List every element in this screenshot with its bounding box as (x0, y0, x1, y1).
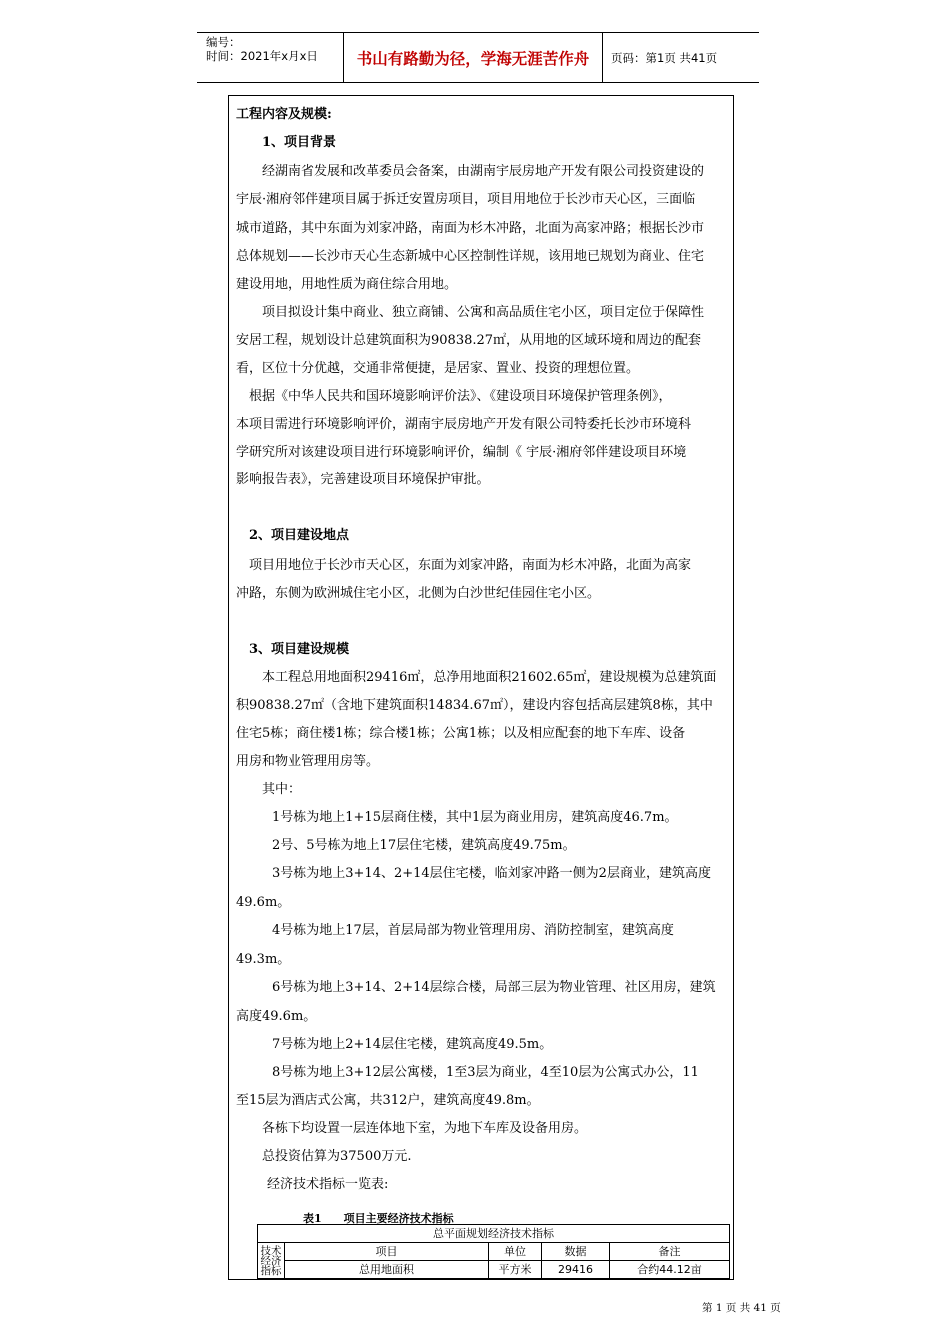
s3-line: 积90838.27㎡（含地下建筑面积14834.67㎡），建设内容包括高层建筑8栋，其中 (236, 698, 713, 713)
table-title: 总平面规划经济技术指标 (258, 1225, 730, 1243)
s3-line: 7号栋为地上2+14层住宅楼，建筑高度49.5m。 (272, 1037, 553, 1052)
s3-line: 总投资估算为37500万元. (262, 1149, 412, 1164)
table-header: 备注 (610, 1243, 730, 1261)
s1-title: 1、项目背景 (262, 135, 337, 150)
s1-line: 经湖南省发展和改革委员会备案，由湖南宇辰房地产开发有限公司投资建设的 (262, 164, 705, 179)
s1-line: 安居工程，规划设计总建筑面积为90838.27㎡，从用地的区域环境和周边的配套 (236, 333, 702, 348)
header-motto: 书山有路勤为径，学海无涯苦作舟 (356, 49, 590, 68)
s1-line: 学研究所对该建设项目进行环境影响评价，编制《 宇辰·湘府邻伴建设项目环境 (236, 445, 687, 460)
s3-line: 4号栋为地上17层，首层局部为物业管理用房、消防控制室，建筑高度 (272, 923, 674, 938)
s3-line: 6号栋为地上3+14、2+14层综合楼，局部三层为物业管理、社区用房，建筑 (272, 980, 716, 995)
table-caption-title: 项目主要经济技术指标 (343, 1212, 454, 1225)
s3-line: 本工程总用地面积29416㎡，总净用地面积21602.65㎡，建设规模为总建筑面 (262, 670, 717, 685)
header-motto-cell (343, 33, 603, 82)
s3-title: 3、项目建设规模 (249, 642, 350, 657)
s3-line: 至15层为酒店式公寓，共312户，建筑高度49.8m。 (236, 1093, 540, 1108)
section-title: 工程内容及规模: (236, 107, 332, 122)
table-row (258, 1261, 730, 1279)
header-time: 时间：2021年x月x日 (206, 49, 318, 63)
s3-line: 高度49.6m。 (236, 1009, 317, 1024)
s3-line: 经济技术指标一览表: (267, 1177, 389, 1192)
s3-line: 各栋下均设置一层连体地下室，为地下车库及设备用房。 (262, 1121, 588, 1136)
s1-line: 看，区位十分优越，交通非常便捷，是居家、置业、投资的理想位置。 (236, 361, 640, 376)
s3-line: 2号、5号栋为地上17层住宅楼，建筑高度49.75m。 (272, 838, 576, 853)
header-number: 编号： (206, 35, 241, 49)
s2-line: 冲路，东侧为欧洲城住宅小区，北侧为白沙世纪佳园住宅小区。 (236, 586, 601, 601)
s3-line: 用房和物业管理用房等。 (236, 754, 380, 769)
s1-line: 本项目需进行环境影响评价，湖南宇辰房地产开发有限公司特委托长沙市环境科 (236, 417, 692, 432)
s1-line: 项目拟设计集中商业、独立商铺、公寓和高品质住宅小区，项目定位于保障性 (262, 305, 705, 320)
content-frame (228, 95, 734, 1280)
s3-line: 8号栋为地上3+12层公寓楼，1至3层为商业，4至10层为公寓式办公，11 (272, 1065, 699, 1080)
table-cell: 29416 (542, 1261, 610, 1279)
header-meta (206, 35, 342, 63)
page-footer: 第 1 页 共 41 页 (702, 1302, 781, 1314)
table-cell: 总用地面积 (285, 1261, 489, 1279)
economic-indicators-table (257, 1224, 730, 1279)
table-caption-number: 表1 (303, 1212, 322, 1225)
table-header: 单位 (489, 1243, 542, 1261)
s3-line: 1号栋为地上1+15层商住楼，其中1层为商业用房，建筑高度46.7m。 (272, 810, 678, 825)
s1-line: 根据《中华人民共和国环境影响评价法》、《建设项目环境保护管理条例》， (249, 389, 672, 404)
s1-line: 城市道路，其中东面为刘家冲路，南面为杉木冲路，北面为高家冲路；根据长沙市 (236, 221, 705, 236)
table-header: 项目 (285, 1243, 489, 1261)
s1-line: 总体规划——长沙市天心生态新城中心区控制性详规，该用地已规划为商业、住宅 (236, 249, 705, 264)
s3-line: 住宅5栋；商住楼1栋；综合楼1栋；公寓1栋；以及相应配套的地下车库、设备 (236, 726, 686, 741)
s2-title: 2、项目建设地点 (249, 528, 350, 543)
table-header: 数据 (542, 1243, 610, 1261)
s1-line: 宇辰·湘府邻伴建项目属于拆迁安置房项目，项目用地位于长沙市天心区，三面临 (236, 192, 696, 207)
s1-line: 影响报告表》，完善建设项目环境保护审批。 (236, 472, 490, 487)
s3-line: 3号栋为地上3+14、2+14层住宅楼，临刘家冲路一侧为2层商业，建筑高度 (272, 866, 711, 881)
page-header (197, 32, 759, 83)
s3-line: 49.6m。 (236, 895, 291, 910)
table-cell: 平方米 (489, 1261, 542, 1279)
s1-line: 建设用地，用地性质为商住综合用地。 (236, 277, 458, 292)
table-side-label: 技术经济指标 (258, 1243, 285, 1279)
s2-line: 项目用地位于长沙市天心区，东面为刘家冲路，南面为杉木冲路，北面为高家 (249, 558, 692, 573)
s3-line: 其中： (262, 782, 302, 797)
header-page-info: 页码：第1页 共41页 (611, 51, 718, 65)
s3-line: 49.3m。 (236, 952, 291, 967)
table-cell: 合约44.12亩 (610, 1261, 730, 1279)
